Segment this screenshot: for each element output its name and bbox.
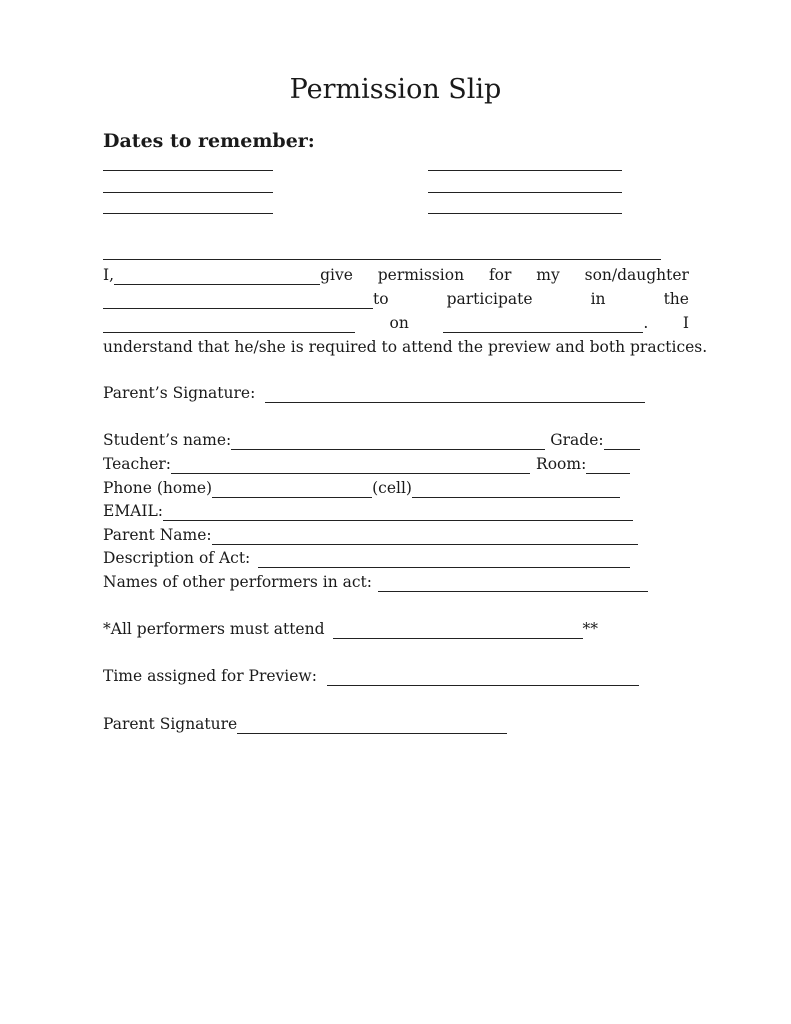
consent-give: give bbox=[320, 266, 353, 284]
parent-signature-blank[interactable] bbox=[265, 388, 645, 403]
consent-son-daughter: son/daughter bbox=[584, 266, 689, 284]
all-performers-label: *All performers must attend bbox=[103, 620, 325, 638]
phone-home-blank[interactable] bbox=[212, 483, 372, 498]
parent-signature2-row bbox=[103, 714, 507, 734]
grade-label: Grade: bbox=[550, 431, 604, 449]
phone-home-label: Phone (home) bbox=[103, 479, 213, 497]
consent-the: the bbox=[663, 290, 689, 308]
consent-my: my bbox=[536, 266, 560, 284]
room-blank[interactable] bbox=[586, 459, 630, 474]
teacher-blank[interactable] bbox=[171, 459, 530, 474]
consent-i-2: I bbox=[682, 314, 689, 332]
date-blank-left-3[interactable] bbox=[103, 213, 273, 214]
child-name-blank[interactable] bbox=[103, 294, 373, 309]
all-performers-blank[interactable] bbox=[333, 624, 583, 639]
cell-blank[interactable] bbox=[412, 483, 620, 498]
consent-in: in bbox=[590, 290, 606, 308]
consent-i: I, bbox=[103, 266, 115, 284]
consent-line-4: understand that he/she is required to attend the preview and both practices. bbox=[103, 338, 708, 356]
consent-permission: permission bbox=[377, 266, 465, 284]
date-blank-right-1[interactable] bbox=[428, 170, 622, 171]
email-row bbox=[103, 501, 633, 521]
date-blank-left-2[interactable] bbox=[103, 192, 273, 193]
consent-line-1 bbox=[103, 265, 689, 285]
parent-name-blank[interactable] bbox=[114, 270, 320, 285]
parent-name-label: Parent Name: bbox=[103, 526, 212, 544]
other-performers-row bbox=[103, 572, 648, 592]
other-performers-label: Names of other performers in act: bbox=[103, 573, 372, 591]
all-performers-row bbox=[103, 619, 598, 639]
description-row bbox=[103, 548, 630, 568]
consent-period: . bbox=[643, 314, 649, 332]
event-blank[interactable] bbox=[103, 318, 355, 333]
teacher-label: Teacher: bbox=[103, 455, 172, 473]
student-name-label: Student’s name: bbox=[103, 431, 232, 449]
date-blank-left-1[interactable] bbox=[103, 170, 273, 171]
time-preview-row bbox=[103, 666, 639, 686]
parent-signature-label: Parent’s Signature: bbox=[103, 384, 256, 402]
cell-label: (cell) bbox=[372, 479, 412, 497]
consent-line-3 bbox=[103, 313, 689, 333]
parent-signature2-blank[interactable] bbox=[237, 719, 507, 734]
time-preview-blank[interactable] bbox=[327, 671, 639, 686]
parent-name-row bbox=[103, 525, 638, 545]
long-blank-line[interactable] bbox=[103, 259, 661, 260]
date-blank-right-3[interactable] bbox=[428, 213, 622, 214]
consent-for: for bbox=[488, 266, 512, 284]
room-label: Room: bbox=[536, 455, 587, 473]
student-name-row bbox=[103, 430, 640, 450]
student-name-blank[interactable] bbox=[231, 435, 545, 450]
email-label: EMAIL: bbox=[103, 502, 164, 520]
date-blank-right-2[interactable] bbox=[428, 192, 622, 193]
event-date-blank[interactable] bbox=[443, 318, 643, 333]
consent-to: to bbox=[373, 290, 389, 308]
phone-row bbox=[103, 478, 620, 498]
consent-on: on bbox=[389, 314, 409, 332]
email-blank[interactable] bbox=[163, 506, 633, 521]
consent-line-2 bbox=[103, 289, 689, 309]
teacher-row bbox=[103, 454, 630, 474]
parent-signature2-label: Parent Signature bbox=[103, 715, 238, 733]
description-blank[interactable] bbox=[258, 553, 630, 568]
all-performers-stars: ** bbox=[582, 620, 598, 638]
other-performers-blank[interactable] bbox=[378, 577, 648, 592]
page-title: Permission Slip bbox=[289, 74, 502, 105]
dates-heading: Dates to remember: bbox=[103, 130, 315, 152]
time-preview-label: Time assigned for Preview: bbox=[103, 667, 317, 685]
description-label: Description of Act: bbox=[103, 549, 251, 567]
parent-name-field-blank[interactable] bbox=[212, 530, 638, 545]
parent-signature-row bbox=[103, 383, 645, 403]
consent-participate: participate bbox=[446, 290, 533, 308]
grade-blank[interactable] bbox=[604, 435, 640, 450]
